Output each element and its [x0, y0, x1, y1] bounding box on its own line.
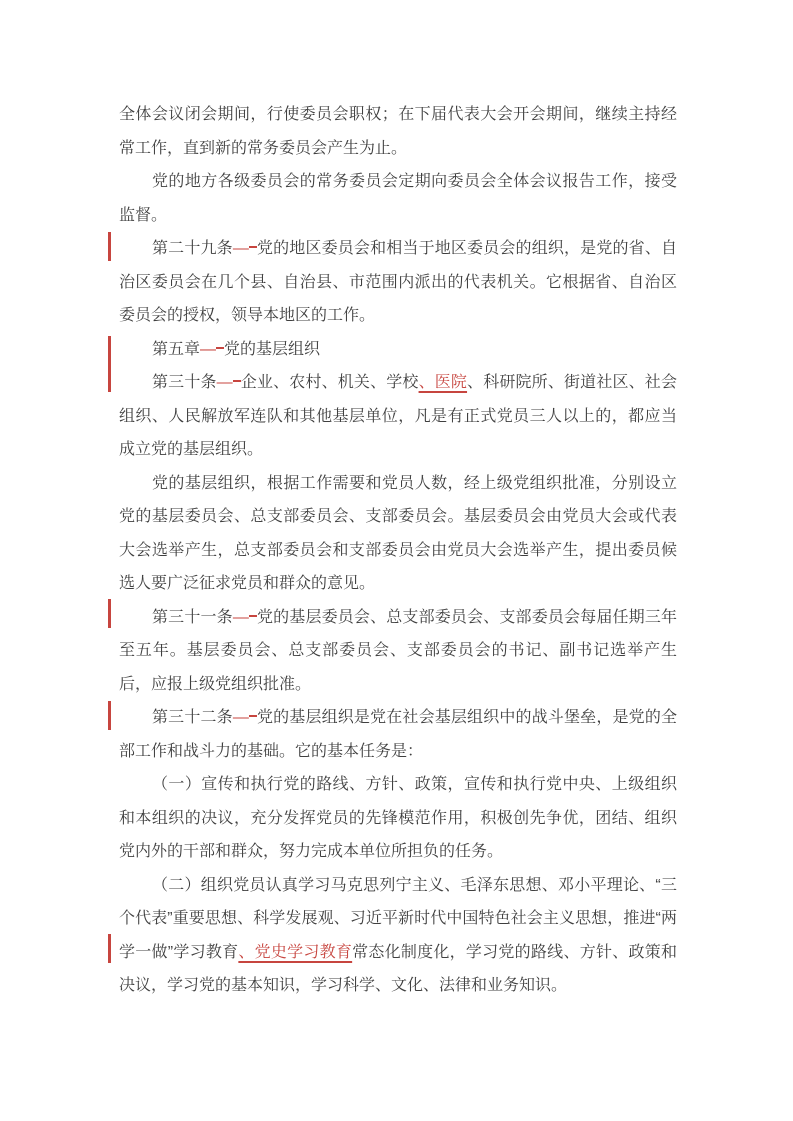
- text-run: 全体会议闭会期间，行使委员会职权；在下届代表大会开会期间，继续主持经常工作，直到新的常务委员会产生为止。: [119, 106, 677, 157]
- revision-change-bar: [108, 934, 111, 963]
- text-run: 第二十九条: [152, 240, 233, 257]
- revision-change-bar: [108, 232, 111, 261]
- inserted-space: [216, 333, 224, 349]
- text-run: 第三十条: [152, 374, 217, 391]
- deletion-mark: —: [216, 374, 233, 391]
- text-run: 企业、农村、机关、学校: [240, 374, 419, 391]
- paragraph-7: [119, 601, 677, 702]
- inserted-text: 、医院: [418, 374, 468, 391]
- revision-change-bar: [108, 336, 111, 392]
- text-run: 党的地区委员会和相当于地区委员会的组织，是党的省、自治区委员会在几个县、自治县、市范围内派出的代表机关。它根据省、自治区委员会的授权，领导本地区的工作。: [119, 240, 677, 324]
- text-run: （二）组织党员认真学习马克思列宁主义、毛泽东思想、邓小平理论、“三个代表”重要思想、科学发展观、习近平新时代中国特色社会主义思想，推进“两学一做”学习教育: [119, 876, 677, 961]
- text-run: 第三十二条: [152, 709, 233, 726]
- inserted-space: [249, 701, 257, 717]
- paragraph-10: [119, 869, 677, 1003]
- revision-change-bar: [108, 599, 111, 628]
- revision-change-bar: [108, 701, 111, 730]
- text-column: [119, 98, 677, 1003]
- inserted-space: [233, 366, 241, 382]
- paragraph-9: [119, 768, 677, 869]
- inserted-space: [249, 601, 257, 617]
- paragraph-2: [119, 165, 677, 232]
- text-run: 常态化制度化，学习党的路线、方针、政策和决议，学习党的基本知识，学习科学、文化、法律和业务知识。: [119, 943, 677, 994]
- deletion-mark: —: [232, 240, 249, 257]
- text-run: 党的基层组织: [224, 340, 321, 358]
- paragraph-4: [119, 333, 677, 367]
- deletion-mark: —: [232, 608, 249, 626]
- paragraph-1: [119, 98, 677, 165]
- text-run: 党的基层组织是党在社会基层组织中的战斗堡垒，是党的全部工作和战斗力的基础。它的基本任务是：: [119, 709, 677, 760]
- paragraph-8: [119, 701, 677, 768]
- text-run: 党的基层组织，根据工作需要和党员人数，经上级党组织批准，分别设立党的基层委员会、总支部委员会、支部委员会。基层委员会由党员大会或代表大会选举产生，总支部委员会和支部委员会由党员大会选举产生，提出委员候选人要广泛征求党员和群众的意见。: [119, 474, 677, 592]
- deletion-mark: —: [200, 340, 217, 358]
- deletion-mark: —: [232, 709, 249, 726]
- paragraph-3: [119, 232, 677, 333]
- text-run: 党的基层委员会、总支部委员会、支部委员会每届任期三年至五年。基层委员会、总支部委员会、支部委员会的书记、副书记选举产生后，应报上级党组织批准。: [119, 608, 677, 693]
- text-run: 党的地方各级委员会的常务委员会定期向委员会全体会议报告工作，接受监督。: [119, 173, 677, 224]
- paragraph-6: [119, 467, 677, 601]
- paragraph-5: [119, 366, 677, 467]
- text-run: 第五章: [152, 340, 201, 358]
- inserted-text: 、党史学习教育: [238, 943, 353, 961]
- text-run: 、科研院所、街道社区、社会组织、人民解放军连队和其他基层单位，凡是有正式党员三人以上的，都应当成立党的基层组织。: [119, 374, 677, 458]
- text-run: （一）宣传和执行党的路线、方针、政策，宣传和执行党中央、上级组织和本组织的决议，充分发挥党员的先锋模范作用，积极创先争优，团结、组织党内外的干部和群众，努力完成本单位所担负的任务。: [119, 776, 677, 860]
- inserted-space: [249, 232, 257, 248]
- text-run: 第三十一条: [152, 608, 233, 626]
